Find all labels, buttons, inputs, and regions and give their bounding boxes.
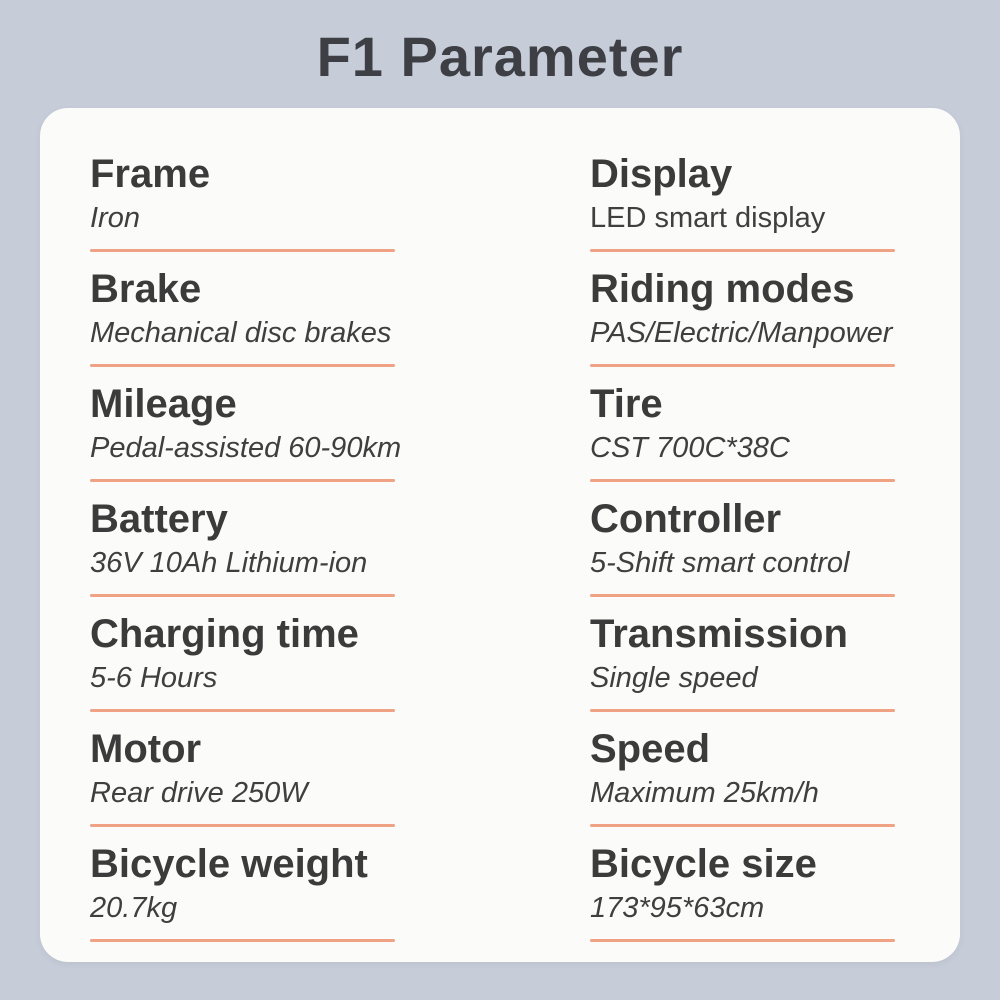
spec-label: Controller <box>590 497 782 541</box>
spec-label: Battery <box>90 497 228 541</box>
spec-item-bicycle-weight <box>90 838 590 953</box>
underline-divider <box>590 249 895 252</box>
spec-item-controller <box>590 493 960 608</box>
spec-value: Iron <box>90 202 140 234</box>
spec-item-mileage <box>90 378 590 493</box>
underline-divider <box>90 939 395 942</box>
underline-divider <box>590 939 895 942</box>
underline-divider <box>590 709 895 712</box>
spec-item-motor <box>90 723 590 838</box>
spec-value: CST 700C*38C <box>590 432 790 464</box>
spec-label: Motor <box>90 727 202 771</box>
underline-divider <box>590 479 895 482</box>
spec-label: Brake <box>90 267 202 311</box>
spec-item-tire <box>590 378 960 493</box>
spec-label: Display <box>590 152 733 196</box>
spec-item-battery <box>90 493 590 608</box>
spec-value: Pedal-assisted 60-90km <box>90 432 402 464</box>
underline-divider <box>90 824 395 827</box>
spec-card <box>40 108 960 962</box>
spec-item-speed <box>590 723 960 838</box>
spec-value: 5-Shift smart control <box>590 547 850 579</box>
spec-label: Tire <box>590 382 663 426</box>
spec-value: LED smart display <box>590 202 826 234</box>
spec-item-display <box>590 148 960 263</box>
spec-item-charging-time <box>90 608 590 723</box>
spec-label: Charging time <box>90 612 359 656</box>
spec-label: Speed <box>590 727 711 771</box>
spec-value: Single speed <box>590 662 758 694</box>
spec-label: Riding modes <box>590 267 855 311</box>
spec-value: Mechanical disc brakes <box>90 317 392 349</box>
underline-divider <box>90 364 395 367</box>
spec-label: Bicycle weight <box>90 842 368 886</box>
spec-item-frame <box>90 148 590 263</box>
underline-divider <box>90 709 395 712</box>
spec-value: Rear drive 250W <box>90 777 308 809</box>
spec-value: 36V 10Ah Lithium-ion <box>90 547 368 579</box>
underline-divider <box>590 824 895 827</box>
underline-divider <box>90 479 395 482</box>
spec-label: Frame <box>90 152 211 196</box>
spec-label: Bicycle size <box>590 842 817 886</box>
spec-item-brake <box>90 263 590 378</box>
spec-item-bicycle-size <box>590 838 960 953</box>
spec-item-riding-modes <box>590 263 960 378</box>
spec-value: 20.7kg <box>90 892 178 924</box>
page-title: F1 Parameter <box>316 25 684 88</box>
spec-value: PAS/Electric/Manpower <box>590 317 893 349</box>
spec-item-transmission <box>590 608 960 723</box>
underline-divider <box>590 594 895 597</box>
spec-value: Maximum 25km/h <box>590 777 819 809</box>
spec-value: 5-6 Hours <box>90 662 218 694</box>
underline-divider <box>90 249 395 252</box>
spec-label: Transmission <box>590 612 848 656</box>
spec-grid <box>90 148 960 953</box>
spec-value: 173*95*63cm <box>590 892 765 924</box>
underline-divider <box>590 364 895 367</box>
spec-label: Mileage <box>90 382 237 426</box>
underline-divider <box>90 594 395 597</box>
